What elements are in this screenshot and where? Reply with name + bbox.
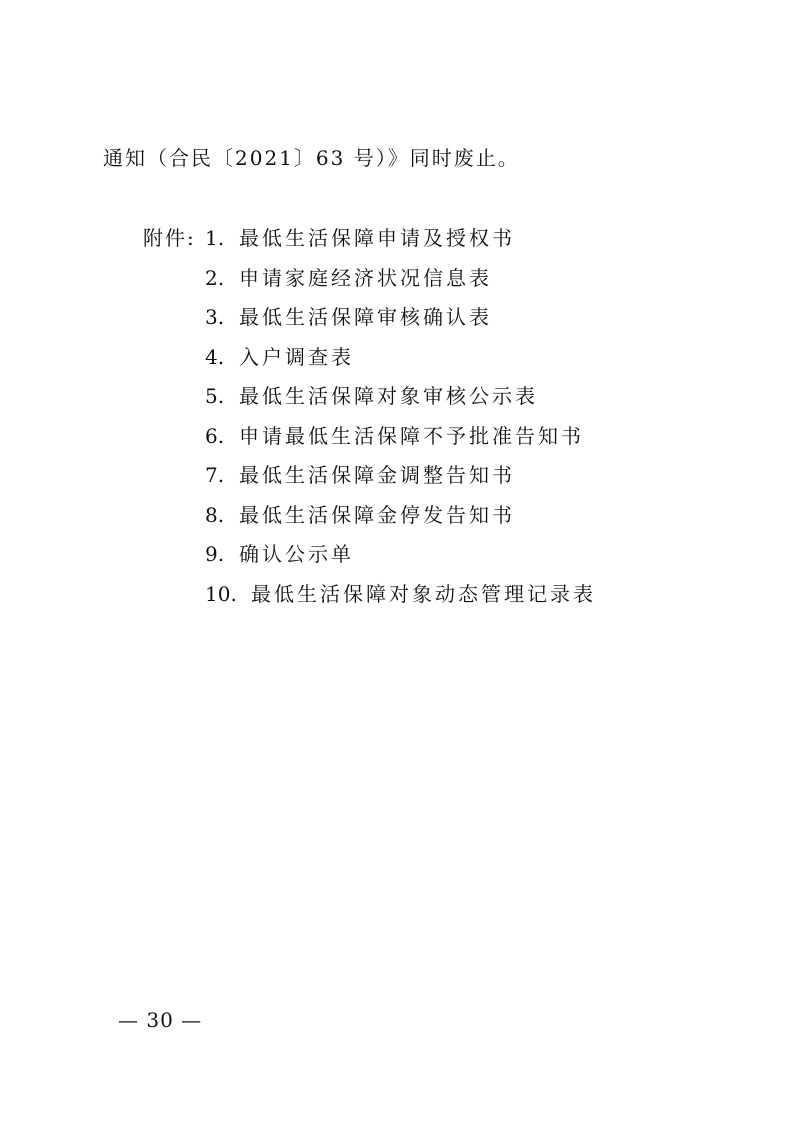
attachment-title: 最低生活保障对象审核公示表 [239, 384, 538, 408]
attachments-list [205, 222, 596, 617]
attachment-item [205, 499, 596, 539]
attachment-title: 最低生活保障审核确认表 [239, 305, 492, 329]
attachment-title: 最低生活保障对象动态管理记录表 [251, 581, 596, 606]
attachment-title: 最低生活保障金调整告知书 [239, 463, 515, 487]
attachment-number: 6. [205, 423, 225, 448]
attachment-title: 最低生活保障金停发告知书 [239, 502, 515, 527]
attachment-title: 申请家庭经济状况信息表 [239, 265, 492, 290]
attachment-item [205, 459, 596, 499]
attachment-number: 7. [205, 463, 225, 487]
attachment-title: 入户调查表 [239, 344, 354, 369]
attachment-number: 8. [205, 502, 225, 527]
attachment-number: 5. [205, 384, 225, 408]
attachment-number: 10. [205, 581, 237, 606]
attachments-label: 附件: [143, 226, 196, 250]
attachment-number: 2. [205, 265, 225, 290]
attachment-number: 3. [205, 305, 225, 329]
attachment-item [205, 341, 596, 381]
attachment-item [205, 578, 596, 618]
attachment-title: 确认公示单 [239, 542, 354, 566]
attachment-item [205, 301, 596, 341]
attachment-item [205, 262, 596, 302]
attachment-item [205, 420, 596, 460]
attachment-item [205, 222, 596, 262]
attachment-number: 9. [205, 542, 225, 566]
page-number: — 30 — [118, 1008, 203, 1032]
attachment-title: 申请最低生活保障不予批准告知书 [239, 423, 584, 448]
attachment-number: 1. [205, 226, 225, 250]
attachment-number: 4. [205, 344, 225, 369]
attachment-item [205, 380, 596, 420]
attachment-item [205, 538, 596, 578]
continuation-text: 通知（合民〔2021〕63 号）》同时废止。 [103, 146, 520, 170]
attachment-title: 最低生活保障申请及授权书 [239, 226, 515, 250]
